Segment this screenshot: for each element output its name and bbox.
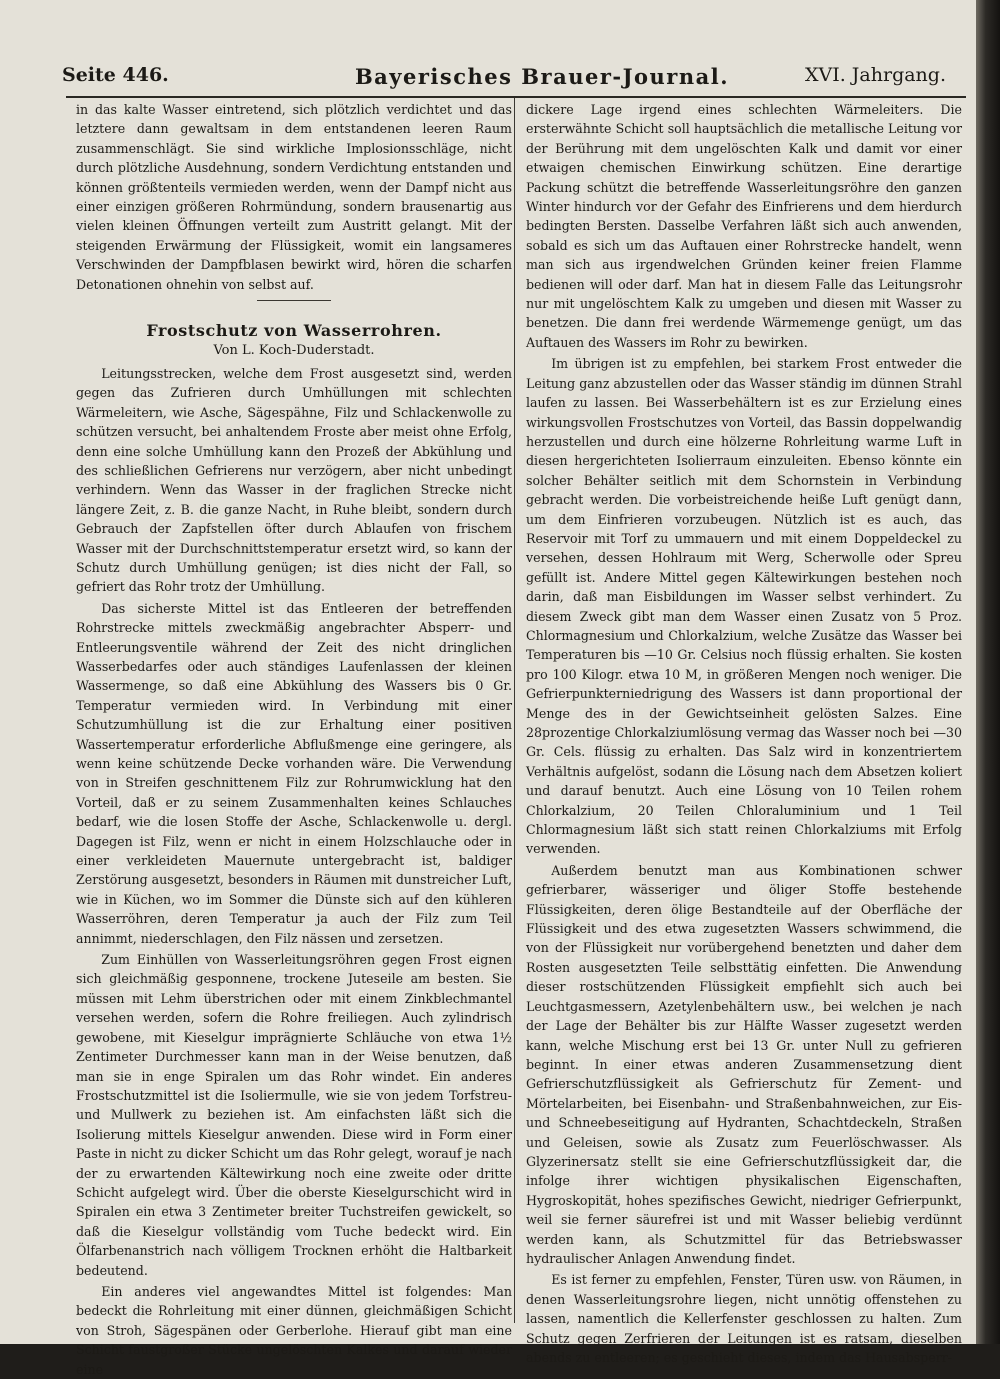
article-byline: Von L. Koch-Duderstadt.: [213, 343, 375, 359]
continuation-paragraph: in das kalte Wasser eintretend, sich plötzlich verdichtet und das letztere dann gewaltsam in dem entstandenen leeren Raum zusammenschlägt. Sie sind wirkliche Implosionsschläge, nicht durch plötzliche Ausdehnung, sondern Verdichtung entstanden und können größtenteils vermieden werden, wenn der Dampf nicht aus einer einzigen größeren Rohrmündung, sondern brausenartig aus vielen kleinen Öffnungen verteilt zum Austritt gelangt. Mit der steigenden Erwärmung der Flüssigkeit, womit ein langsameres Verschwinden der Dampfblasen bewirkt wird, hören die scharfen Detonationen ohnehin von selbst auf.: [76, 102, 512, 292]
right-column: [526, 100, 962, 1367]
column-divider: [514, 98, 515, 1323]
scan-binding-edge: [976, 0, 1000, 1344]
journal-title: Bayerisches Brauer-Journal.: [354, 64, 730, 89]
article-paragraph: Es ist ferner zu empfehlen, Fenster, Türen usw. von Räumen, in denen Wasserleitungsrohre liegen, nicht unnötig offenstehen zu lassen, namentlich die Kellerfenster geschlossen zu halten. Zum Schutz gegen Zerfrieren der Leitungen ist es ratsam, dieselben abends zu entleeren; es geschieht dieses, indem das Hausabsperr-: [526, 1272, 962, 1365]
volume-label: XVI. Jahrgang.: [804, 64, 946, 86]
article-paragraph: Außerdem benutzt man aus Kombinationen schwer gefrierbarer, wässeriger und öliger Stoffe bestehende Flüssigkeiten, deren ölige Bestandteile auf der Oberfläche der Flüssigkeit und des etwa zugesetzten Wassers schwimmend, die von der Flüssigkeit nur vorübergehend benetzten und daher dem Rosten ausgesetzten Teile selbsttätig einfetten. Die Anwendung dieser rostschützenden Flüssigkeit empfiehlt sich auch bei Leuchtgasmessern, Azetylenbehältern usw., bei welchen je nach der Lage der Behälter bis zur Hälfte Wasser zugesetzt werden kann, welche Mischung erst bei 13 Gr. unter Null zu gefrieren beginnt. In einer etwas anderen Zusammensetzung dient Gefrierschutzflüssigkeit als Gefrierschutz für Zement- und Mörtelarbeiten, bei Eisenbahn- und Straßenbahnweichen, zur Eis- und Schneebeseitigung auf Hydranten, Schachtdeckeln, Straßen und Geleisen, sowie als Zusatz zum Feuerlöschwasser. Als Glyzerinersatz stellt sie eine Gefrierschutzflüssigkeit dar, die infolge ihrer wichtigen physikalischen Eigenschaften, Hygroskopität, hohes spezifisches Gewicht, niedriger Gefrierpunkt, weil sie ferner säurefrei ist und mit Wasser beliebig verdünnt werden kann, als Schutzmittel für das Betriebswasser hydraulischer Anlagen Anwendung findet.: [526, 862, 962, 1266]
article-paragraph: dickere Lage irgend eines schlechten Wärmeleiters. Die ersterwähnte Schicht soll hauptsächlich die metallische Leitung vor der Berührung mit dem ungelöschten Kalk und damit vor einer etwaigen chemischen Einwirkung schützen. Eine derartige Packung schützt die betreffende Wasserleitungsröhre den ganzen Winter hindurch vor der Gefahr des Einfrierens und dem hierdurch bedingten Bersten. Dasselbe Verfahren läßt sich auch anwenden, sobald es sich um das Auftauen einer Rohrstrecke handelt, wenn man sich aus irgendwelchen Gründen keiner freien Flamme bedienen will oder darf. Man hat in diesem Falle das Leitungsrohr nur mit ungelöschtem Kalk zu umgeben und diesen mit Wasser zu benetzen. Die dann frei werdende Wärmemenge genügt, um das Auftauen des Wassers im Rohr zu bewirken.: [526, 102, 962, 350]
page-header: [62, 62, 968, 92]
article-paragraph: Zum Einhüllen von Wasserleitungsröhren gegen Frost eignen sich gleichmäßig gesponnene, trockene Juteseile am besten. Sie müssen mit Lehm überstrichen oder mit einem Zinkblechmantel versehen werden, sofern die Rohre freiliegen. Auch zylindrisch gewobene, mit Kieselgur imprägnierte Schläuche von etwa 1½ Zentimeter Durchmesser kann man in der Weise benutzen, daß man sie in enge Spiralen um das Rohr windet. Ein anderes Frostschutzmittel ist die Isoliermulle, wie sie von jedem Torfstreu- und Mullwerk zu beziehen ist. Am einfachsten läßt sich die Isolierung mittels Kieselgur anwenden. Diese wird in Form einer Paste in nicht zu dicker Schicht um das Rohr gelegt, worauf je nach der zu erwartenden Kältewirkung noch eine zweite oder dritte Schicht aufgelegt wird. Über die oberste Kieselgurschicht wird in Spiralen ein etwa 3 Zentimeter breiter Tuchstreifen gewickelt, so daß die Kieselgur vollständig vom Tuche bedeckt wird. Ein Ölfarbenanstrich nach völligem Trocknen erhöht die Haltbarkeit bedeutend.: [76, 952, 512, 1278]
article-paragraph: Im übrigen ist zu empfehlen, bei starkem Frost entweder die Leitung ganz abzustellen oder das Wasser ständig im dünnen Strahl laufen zu lassen. Bei Wasserbehältern ist es zur Erzielung eines wirkungsvollen Frostschutzes von Vorteil, das Bassin doppelwandig herzustellen und durch eine hölzerne Rohrleitung warme Luft in diesen hergerichteten Isolierraum einzuleiten. Ebenso könnte ein solcher Behälter seitlich mit dem Schornstein in Verbindung gebracht werden. Die vorbeistreichende heiße Luft genügt dann, um dem Einfrieren vorzubeugen. Nützlich ist es auch, das Reservoir mit Torf zu ummauern und mit einem Doppeldeckel zu versehen, dessen Hohlraum mit Werg, Scherwolle oder Spreu gefüllt ist. Andere Mittel gegen Kältewirkungen bestehen noch darin, daß man Eisbildungen im Wasser selbst verhindert. Zu diesem Zweck gibt man dem Wasser einen Zusatz von 5 Proz. Chlormagnesium und Chlorkalzium, welche Zusätze das Wasser bei Temperaturen bis —10 Gr. Celsius noch flüssig erhalten. Sie kosten pro 100 Kilogr. etwa 10 M, in größeren Mengen noch weniger. Die Gefrierpunkterniedrigung des Wassers ist dann proportional der Menge des in der Gewichtseinheit gelösten Salzes. Eine 28prozentige Chlorkalziumlösung vermag das Wasser noch bei —30 Gr. Cels. flüssig zu erhalten. Das Salz wird in konzentriertem Verhältnis aufgelöst, sodann die Lösung nach dem Absetzen koliert und darauf benutzt. Auch eine Lösung von 10 Teilen rohem Chlorkalzium, 20 Teilen Chloraluminium und 1 Teil Chlormagnesium läßt sich statt reinen Chlorkalziums mit Erfolg verwenden.: [526, 356, 962, 857]
article-title: Frostschutz von Wasserrohren.: [146, 321, 442, 341]
article-paragraph: Das sicherste Mittel ist das Entleeren der betreffenden Rohrstrecke mittels zweckmäßig angebrachter Absperr- und Entleerungsventile während der Zeit des nicht dringlichen Wasserbedarfes oder auch ständiges Laufenlassen der kleinen Wassermenge, so daß eine Abkühlung des Wassers bis 0 Gr. Temperatur vermieden wird. In Verbindung mit einer Schutzumhüllung ist die zur Erhaltung einer positiven Wassertemperatur erforderliche Abflußmenge eine geringere, als wenn keine schützende Decke vorhanden wäre. Die Verwendung von in Streifen geschnittenem Filz zur Rohrumwicklung hat den Vorteil, daß er zu seinem Zusammenhalten keines Schlauches bedarf, wie die losen Stoffe der Asche, Schlackenwolle u. dergl. Dagegen ist Filz, wenn er nicht in einem Holzschlauche oder in einer verkleideten Mauernute untergebracht ist, baldiger Zerstörung ausgesetzt, besonders in Räumen mit dunstreicher Luft, wie in Küchen, wo im Sommer die Dünste sich auf den kühleren Wasserröhren, deren Temperatur ja auch der Filz zum Teil annimmt, niederschlagen, den Filz nässen und zersetzen.: [76, 600, 512, 946]
header-rule: [66, 96, 966, 98]
section-separator: [257, 300, 331, 301]
left-column: [76, 100, 512, 1379]
article-paragraph: Ein anderes viel angewandtes Mittel ist folgendes: Man bedeckt die Rohrleitung mit einer dünnen, gleichmäßigen Schicht von Stroh, Sägespänen oder Gerberlohe. Hierauf gibt man eine Schicht faustgroßer Stücke ungelöschten Kalkes und darauf wieder eine: [76, 1283, 512, 1377]
article-paragraph: Leitungsstrecken, welche dem Frost ausgesetzt sind, werden gegen das Zufrieren durch Umhüllungen mit schlechten Wärmeleitern, wie Asche, Sägespähne, Filz und Schlackenwolle zu schützen versucht, bei anhaltendem Froste aber meist ohne Erfolg, denn eine solche Umhüllung kann den Prozeß der Abkühlung und des schließlichen Gefrierens nur verzögern, aber nicht unbedingt verhindern. Wenn das Wasser in der fraglichen Strecke nicht längere Zeit, z. B. die ganze Nacht, in Ruhe bleibt, sondern durch Gebrauch der Zapfstellen öfter durch Ablaufen von frischem Wasser mit der Durchschnittstemperatur ersetzt wird, so kann der Schutz durch Umhüllung genügen; ist dies nicht der Fall, so gefriert das Rohr trotz der Umhüllung.: [76, 365, 512, 595]
page-number: Seite 446.: [62, 64, 169, 86]
